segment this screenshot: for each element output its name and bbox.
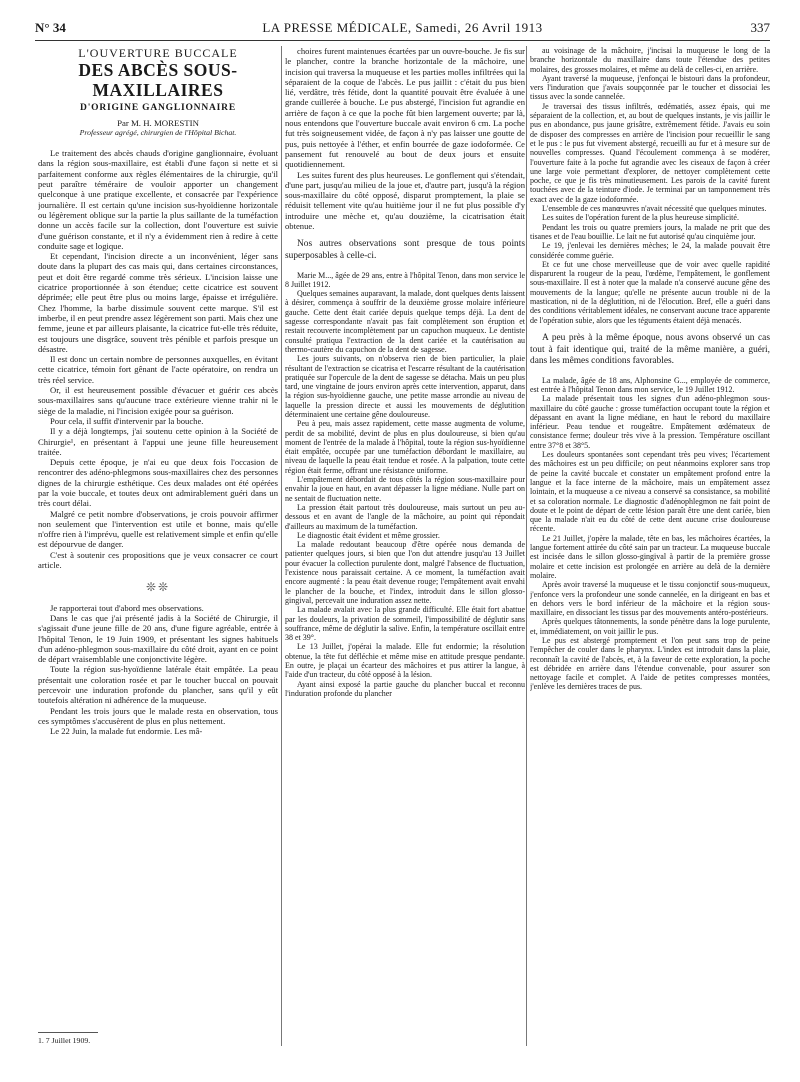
title-line-3: D'ORIGINE GANGLIONNAIRE [80, 103, 236, 114]
paragraph: Le traitement des abcès chauds d'origine ganglionnaire, évoluant dans la région sous-maxillaire, est établi d'une façon si nette et si parfaitement conforme aux règles élémentaires de la chirurgie, qu'il peut paraître téméraire de vouloir apporter un changement quelconque à une pratique excellente, et consacrée par l'expérience journalière. Il est certain qu'une incision sus-hyoïdienne horizontale ou légèrement oblique sur la partie la plus saillante de la tuméfaction donne un accès facile sur la collection, dont l'ouverture est suivie d'une guérison constante, et il n'y a évidemment rien à redire à cette conduite sage et logique. [38, 148, 278, 251]
paragraph: Le diagnostic était évident et même grossier. [297, 530, 440, 540]
col3-transition: A peu près à la même époque, nous avons observé un cas tout à fait identique qui, traité de la même manière, a guéri, dans les mêmes conditions favorables. [530, 332, 770, 367]
paragraph: Le pus est abstergé promptement et l'on peut sans trop de peine l'empêcher de couler dans le pharynx. L'index est introduit dans la plaie, reconnaît la cavité de l'abcès, et, à la faveur de cette exploration, la poche est débridée en arrière dans l'étendue convenable, pour assurer son nettoyage facile et complet. A l'aide de petites compresses montées, j'enlève les dernières traces de pus. [530, 636, 770, 692]
journal-title: LA PRESSE MÉDICALE, Samedi, 26 Avril 1913 [262, 20, 543, 35]
paragraph: C'est à soutenir ces propositions que je veux consacrer ce court article. [38, 549, 278, 571]
paragraph: Pendant les trois ou quatre premiers jours, la malade ne prit que des tisanes et de l'eau bouillie. Le lait ne fut autorisé qu'au cinquième jour. [530, 222, 770, 241]
paragraph: Il y a déjà longtemps, j'ai soutenu cette opinion à la Société de Chirurgie¹, en présentant à l'appui une jeune fille heureusement traitée. [38, 426, 278, 457]
paragraph: choires furent maintenues écartées par un ouvre-bouche. Je fis sur le plancher, contre la branche horizontale de la mâchoire, une incision qui traversa la muqueuse et les parties molles infiltrées qui la séparaient de la coque de l'abcès. Le pus jaillit : c'était du pus bien lié, verdâtre, très fétide, dont la quantité pouvait être évaluée à une grande cuillerée à bouche. Le pus abstergé, l'incision fut agrandie en arrière de façon à ce que la poche fût bien largement ouverte; par là, nous entendons que l'ouverture buccale avait environ 6 cm. La poche fut très soigneusement vidée, de façon à n'y pas laisser une goutte de pus, puis nettoyée à l'éther, et enfin bourrée de gaze iodoformée. Ce pansement fut renouvelé au bout de deux jours et ensuite quotidiennement. [285, 46, 525, 170]
col2-paragraphs [285, 46, 525, 231]
paragraph: Dans le cas que j'ai présenté jadis à la Société de Chirurgie, il s'agissait d'une jeune fille de 20 ans, d'une figure agréable, entrée à l'hôpital Tenon, le 19 Juin 1909, et présentant les signes habituels d'un adéno-phlegmon sous-maxillaire du côté droit, ayant en ce point de départ vraisemblable une conjonctivite légère. [38, 612, 278, 665]
paragraph: Et ce fut une chose merveilleuse que de voir avec quelle rapidité disparurent la rougeur de la peau, l'œdème, l'empâtement, le gonflement sous-maxillaire. Il est à noter que la malade n'a conservé aucune gêne des mouvements de la langue; qu'elle ne présente aucun trouble ni de la mastication, ni de la déglutition, ni de l'élocution. Bref, elle a guéri dans des conditions véritablement idéales, ne conservant aucune trace apparente de l'opération subie, alors que les téguments étaient déjà menacés. [530, 259, 770, 325]
title-line-1: L'OUVERTURE BUCCALE [78, 46, 238, 60]
paragraph: Après avoir traversé la muqueuse et le tissu conjonctif sous-muqueux, j'enfonce vers la profondeur une sonde cannelée, en la dirigeant en bas et en dehors vers le bord inférieur de la mâchoire et la région sous-maxillaire, en dissociant les tissus par des mouvements antéro-postérieurs. [530, 580, 770, 618]
issue-number: N° 34 [35, 20, 66, 35]
footnote-rule [38, 1032, 98, 1033]
col1-paragraphs [38, 148, 278, 570]
paragraph: Peu à peu, mais assez rapidement, cette masse augmenta de volume, perdit de sa mobilité, devint de plus en plus douloureuse, si bien qu'au moment de l'entrée de la malade à l'hôpital, toute la région sus-hyoïdienne était empâtée, occupée par une tuméfaction débordant le maxillaire, au niveau de laquelle la peau était tendue et rosée. A la palpation, toute cette région était ferme, offrant une résistance uniforme. [285, 419, 525, 475]
paragraph: La malade, âgée de 18 ans, Alphonsine G..., employée de commerce, est entrée à l'hôpital Tenon dans mon service, le 19 Juillet 1912. [530, 375, 770, 394]
paragraph: Le 19, j'enlevai les dernières mèches; le 24, la malade pouvait être considérée comme guérie. [530, 241, 770, 260]
column-3 [530, 46, 770, 1056]
paragraph: Quelques semaines auparavant, la malade, dont quelques dents laissent à désirer, commença à souffrir de la deuxième grosse molaire inférieure gauche. Cette dent était cariée depuis quelque temps déjà. La dent de sagesse correspondante n'avait pas fait complètement son éruption et restait recouverte incomplètement par un capuchon muqueux. Le dentiste consulté pratiqua l'extraction de la dent cariée et la cautérisation au thermo-cautère du capuchon de la dent de sagesse. [285, 289, 525, 354]
paragraph: Marie M..., âgée de 29 ans, entre à l'hôpital Tenon, dans mon service le 8 Juillet 1912. [285, 270, 525, 289]
paragraph: Pour cela, il suffit d'intervenir par la bouche. [50, 415, 204, 426]
title-line-2: DES ABCÈS SOUS-MAXILLAIRES [78, 60, 238, 101]
paragraph: Après quelques tâtonnements, la sonde pénètre dans la loge purulente, et, immédiatement, on voit jaillir le pus. [530, 617, 770, 636]
paragraph: Pendant les trois jours que le malade resta en observation, tous ces symptômes s'accusèrent de plus en plus nettement. [38, 705, 278, 726]
paragraph: Ayant ainsi exposé la partie gauche du plancher buccal et reconnu l'induration profonde du plancher [285, 679, 525, 698]
paragraph: Ayant traversé la muqueuse, j'enfonçai le bistouri dans la profondeur, vers l'induration que j'avais soupçonnée par le toucher et dissociai les tissus avec la sonde cannelée. [530, 73, 770, 102]
column-divider [281, 46, 282, 1046]
column-divider [526, 46, 527, 1046]
col3b-paragraphs [530, 376, 770, 692]
paragraph: La malade présentait tous les signes d'un adéno-phlegmon sous-maxillaire du côté gauche : grosse tuméfaction occupant toute la région et dépassant en avant la ligne médiane, en haut le rebord du maxillaire inférieur. Peau tendue et rougeâtre. Empâtement œdémateux de consistance ferme; douleur très vive à la pression. Température oscillant entre 37°8 et 38°5. [530, 394, 770, 450]
paragraph: Les suites de l'opération furent de la plus heureuse simplicité. [542, 213, 739, 223]
paragraph: Malgré ce petit nombre d'observations, je crois pouvoir affirmer non seulement que l'intervention est utile et bonne, mais qu'elle n'offre rien à l'imprévu, quelle est relativement simple et enfin qu'elle est dépourvue de danger. [38, 508, 278, 550]
affiliation: Professeur agrégé, chirurgien de l'Hôpital Bichat. [79, 127, 237, 137]
paragraph: Je rapporterai tout d'abord mes observations. [50, 602, 204, 613]
col2b-paragraphs [285, 271, 525, 699]
paragraph: L'empâtement débordait de tous côtés la région sous-maxillaire pour envahir la joue en haut, en avant dépasser la ligne médiane. Nulle part on ne sentait de fluctuation nette. [285, 475, 525, 503]
section-ornament: ❊❊ [145, 580, 171, 595]
paragraph: L'ensemble de ces manœuvres n'avait nécessité que quelques minutes. [542, 204, 767, 214]
paragraph: au voisinage de la mâchoire, j'incisai la muqueuse le long de la branche horizontale du maxillaire dans toute l'étendue des petites molaires, des grosses molaires, et même au delà de celles-ci, en arrière. [530, 46, 770, 74]
header-rule [35, 40, 770, 41]
paragraph: La malade redoutant beaucoup d'être opérée nous demanda de patienter quelques jours, si bien que l'on dut attendre jusqu'au 13 Juillet pour évacuer la collection purulente dont, malgré l'absence de fluctuation, l'existence nous paraissait certaine. A ce moment, la tuméfaction avait encore augmenté : la peau était devenue rouge; l'empâtement avait envahi le plancher de la bouche, et l'index, introduit dans le sillon glosso-gingival, percevait une induration assez nette. [285, 540, 525, 605]
paragraph: Les douleurs spontanées sont cependant très peu vives; l'écartement des mâchoires est un peu difficile; on peut néanmoins explorer sans trop de peine la cavité buccale et constater un empâtement profond entre la langue et la face interne de la mâchoire, mais un empâtement assez lointain, et la muqueuse a ce niveau a conservé sa consistance, sa mobilité et sa coloration normale. Le diagnostic d'adénophlegmon ne fait point de doute et le point de départ de cette lésion paraît être une dent cariée, bien que la malade n'ait eu du côté de cette dent aucune crise douloureuse récente. [530, 450, 770, 534]
column-2 [285, 46, 525, 1056]
col2-transition: Nos autres observations sont presque de tous points superposables à celle-ci. [285, 239, 525, 261]
paragraph: La pression était partout très douloureuse, mais surtout un peu au-dessous et en avant de l'angle de la mâchoire, au point qui répondait d'ailleurs au maximum de la tuméfaction. [285, 502, 525, 531]
page-header [35, 20, 770, 36]
footnote: 1. 7 Juillet 1909. [38, 1036, 91, 1045]
paragraph: Il est donc un certain nombre de personnes auxquelles, en évitant cette cicatrice, témoin fort gênant de l'acte opératoire, on rendra un très réel service. [38, 354, 278, 385]
col1b-paragraphs [38, 603, 278, 737]
column-1 [38, 46, 278, 1056]
paragraph: Et cependant, l'incision directe a un inconvénient, léger sans doute dans la plupart des cas mais qui, dans certaines circonstances, peut et doit être regardé comme très sérieux. L'incision laisse une cicatrice proportionnée à son étendue; cette cicatrice est souvent déprimée; elle peut être plus ou moins large, épaisse et irrégulière. Chez l'homme, la barbe dissimule souvent cette marque. S'il est imberbe, il en peut prendre assez légèrement son parti. Mais chez une femme, jeune et par ailleurs plaisante, la cicatrice fut-elle très réduite, est toujours une disgrâce, souvent très pénible et parfois presque un désastre. [38, 251, 278, 354]
paragraph: Or, il est heureusement possible d'évacuer et guérir ces abcès sous-maxillaires sans qu'aucune trace extérieure vienne trahir ni le siège de la maladie, ni l'incision exigée pour sa guérison. [38, 385, 278, 416]
paragraph: Toute la région sus-hyoïdienne latérale était empâtée. La peau présentait une coloration rosée et par le toucher buccal on pouvait percevoir une induration profonde du plancher, sans qu'il y eût toutefois altération ni adhérence de la muqueuse. [38, 664, 278, 706]
paragraph: Les jours suivants, on n'observa rien de bien particulier, la plaie résultant de l'extraction se cicatrisa et l'escarre résultant de la cautérisation pratiquée sur l'opercule de la dent de sagesse se détacha. Mais un peu plus tard, une vingtaine de jours environ après cette intervention, apparut, dans la région sus-hyoïdienne gauche, une petite masse arrondie au niveau de laquelle la pression directe et aussi les mouvements de déglutition déterminaient une certaine gêne douloureuse. [285, 354, 525, 419]
paragraph: Depuis cette époque, je n'ai eu que deux fois l'occasion de rencontrer des adéno-phlegmons sous-maxillaires chez des personnes dignes de la chirurgie esthétique. Ces deux malades ont été opérées par la voie buccale, et toutes deux ont admirablement guéri dans un très court délai. [38, 457, 278, 509]
paragraph: Les suites furent des plus heureuses. Le gonflement qui s'étendait, d'une part, jusqu'au milieu de la joue et, d'autre part, jusqu'à la région sous-maxillaire du côté opposé, disparut promptement, la plaie se réduisit tellement vite qu'au huitième jour il ne fut plus possible d'y introduire une mèche et, qu'au douzième, la cicatrisation était obtenue. [285, 169, 525, 232]
page-number: 337 [750, 20, 770, 35]
paragraph: Le 21 Juillet, j'opère la malade, tête en bas, les mâchoires écartées, la langue fortement attirée du côté sain par un tracteur. La muqueuse buccale est incisée dans le sillon glosso-gingival à partir de la première grosse molaire et cette incision est prolongée en arrière au delà de la dernière molaire. [530, 533, 770, 580]
paragraph: La malade avalait avec la plus grande difficulté. Elle était fort abattue par les douleurs, la privation de sommeil, l'impossibilité de déglutir sans souffrance, même de déglutir la salive. Enfin, la température oscillait entre 38 et 39°. [285, 605, 525, 643]
col3-paragraphs [530, 46, 770, 325]
paragraph: Je traversai des tissus infiltrés, œdématiés, assez épais, qui me séparaient de la collection, et, au bout de quelques instants, je vis jaillir le pus en abondance, pus jaune grisâtre, extrêmement fétide. J'avais eu soin de disposer des compresses en arrière de l'incision pour recueillir le sang et le pus : le pus fut vivement abstergé, recueilli au fur et à mesure sur de nouvelles compresses. Quand l'écoulement commença à se modérer, l'ouverture faite à la poche fut agrandie avec les ciseaux de façon à créer une large voie permettant d'explorer, de nettoyer complètement cette poche, ce que je fis très minutieusement. Les parois de la cavité furent touchées avec de la teinture d'iode. Je terminai par un tamponnement très exact avec de la gaze iodoformée. [530, 101, 770, 204]
author: Par M. H. MORESTIN [117, 117, 199, 128]
paragraph: Le 22 Juin, la malade fut endormie. Les mâ- [50, 726, 203, 737]
paragraph: Le 13 Juillet, j'opérai la malade. Elle fut endormie; la résolution obtenue, la tête fut défléchie et même mise en attitude presque pendante. En outre, je plaçai un écarteur des mâchoires et pus attirer la langue, à l'aide d'un tracteur, du côté opposé à la lésion. [285, 642, 525, 680]
